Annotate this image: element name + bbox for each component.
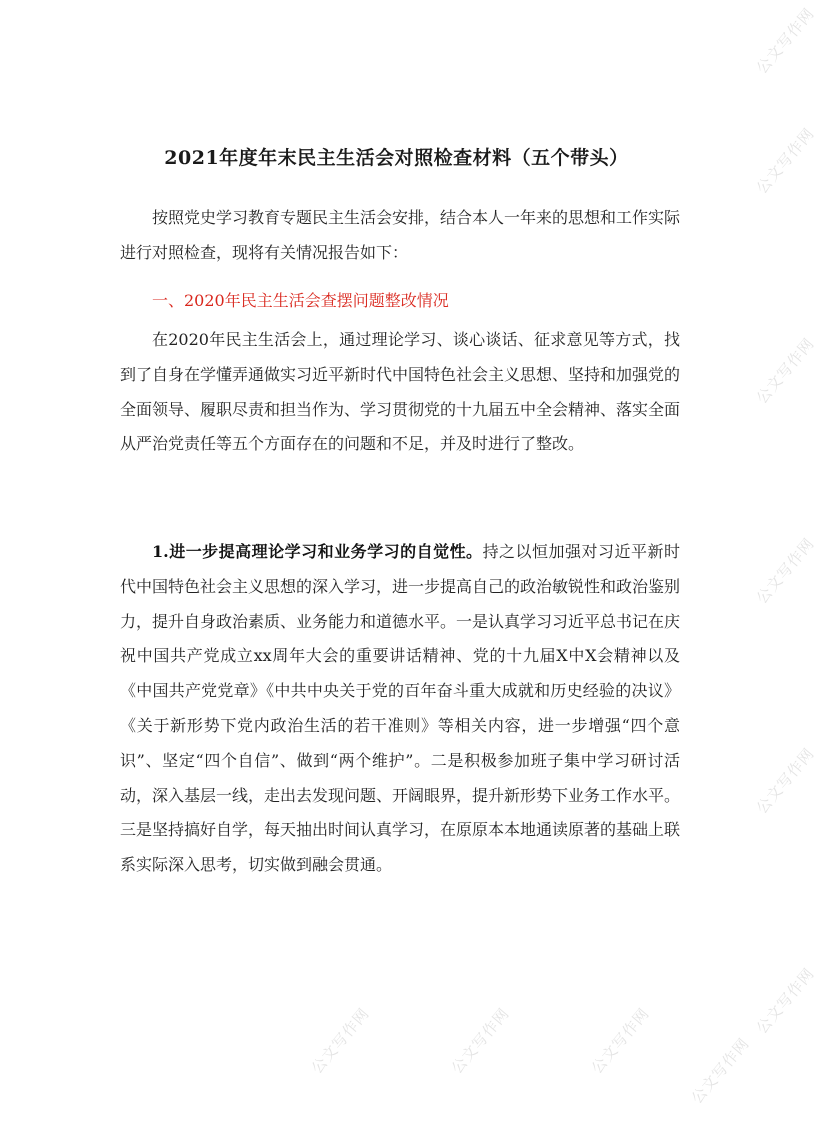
watermark-text: 公文写作网 bbox=[752, 124, 819, 198]
watermark-text: 公文写作网 bbox=[752, 4, 819, 78]
section-body-paragraph: 在2020年民主生活会上，通过理论学习、谈心谈话、征求意见等方式，找到了自身在学懂弄通做实习近平新时代中国特色社会主义思想、坚持和加强党的全面领导、履职尽责和担当作为、学习贯彻党的十九届五中全会精神、落实全面从严治党责任等五个方面存在的问题和不足，并及时进行了整改。 bbox=[120, 330, 681, 454]
watermark-text: 公文写作网 bbox=[752, 534, 819, 608]
section-heading: 一、2020年民主生活会查摆问题整改情况 bbox=[152, 291, 449, 310]
watermark-text: 公文写作网 bbox=[447, 1004, 514, 1078]
watermark-text: 公文写作网 bbox=[587, 1004, 654, 1078]
item-lead: 1.进一步提高理论学习和业务学习的自觉性。 bbox=[152, 542, 483, 561]
watermark-text: 公文写作网 bbox=[752, 744, 819, 818]
watermark-text: 公文写作网 bbox=[307, 1004, 374, 1078]
item-paragraph bbox=[120, 535, 680, 883]
document-title: 2021年度年末民主生活会对照检查材料（五个带头） bbox=[164, 147, 629, 169]
watermark-text: 公文写作网 bbox=[752, 334, 819, 408]
item-body: 持之以恒加强对习近平新时代中国特色社会主义思想的深入学习，进一步提高自己的政治敏锐性和政治鉴别力，提升自身政治素质、业务能力和道德水平。一是认真学习习近平总书记在庆祝中国共产党成立xx周年大会的重要讲话精神、党的十九届X中X会精神以及《中国共产党党章》《中共中央关于党的百年奋斗重大成就和历史经验的决议》《关于新形势下党内政治生活的若干准则》等相关内容，进一步增强“四个意识”、坚定“四个自信”、做到“两个维护”。二是积极参加班子集中学习研讨活动，深入基层一线，走出去发现问题、开阔眼界，提升新形势下业务工作水平。三是坚持搞好自学，每天抽出时间认真学习，在原原本本地通读原著的基础上联系实际深入思考，切实做到融会贯通。 bbox=[120, 542, 681, 875]
watermark-text: 公文写作网 bbox=[687, 1034, 754, 1108]
intro-paragraph: 按照党史学习教育专题民主生活会安排，结合本人一年来的思想和工作实际进行对照检查，现将有关情况报告如下： bbox=[120, 208, 681, 262]
watermark-text: 公文写作网 bbox=[752, 964, 819, 1038]
